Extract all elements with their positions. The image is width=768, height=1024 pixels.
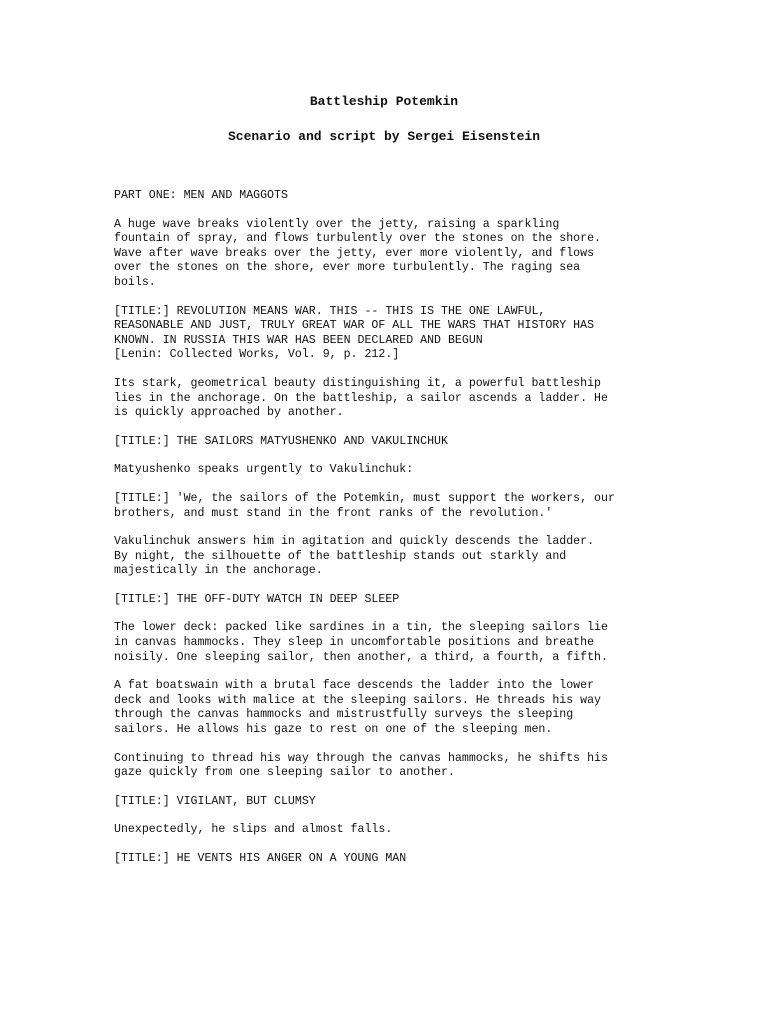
paragraph: Continuing to thread his way through the canvas hammocks, he shifts his gaze quickly from one sleeping sailor to another. [114,751,608,780]
paragraph: Vakulinchuk answers him in agitation and quickly descends the ladder. By night, the silhouette of the battleship stands out starkly and majestically in the anchorage. [114,535,595,578]
title-card: [TITLE:] 'We, the sailors of the Potemkin, must support the workers, our brothers, and must stand in the front ranks of the revolution.' [114,491,615,520]
title-card: [TITLE:] HE VENTS HIS ANGER ON A YOUNG MAN [114,852,407,865]
paragraph: A huge wave breaks violently over the jetty, raising a sparkling fountain of spray, and flows turbulently over the stones on the shore. Wave after wave breaks over the jetty, ever more violently, and flows over the stones on the shore, ever more turbulently. The raging sea boils. [114,217,602,289]
paragraph: Unexpectedly, he slips and almost falls. [114,823,393,837]
title-card: [TITLE:] THE OFF-DUTY WATCH IN DEEP SLEEP [114,592,400,606]
document-title: Battleship Potemkin [309,94,459,109]
title-card: [TITLE:] THE SAILORS MATYUSHENKO AND VAKULINCHUK [114,434,448,448]
paragraph: The lower deck: packed like sardines in a tin, the sleeping sailors lie in canvas hammocks. They sleep in uncomfortable positions and breathe noisily. One sleeping sailor, then another, a third, a fourth, a fifth. [114,621,608,664]
document-subtitle: Scenario and script by Sergei Eisenstein [227,129,541,144]
section-heading: PART ONE: MEN AND MAGGOTS [114,189,288,202]
paragraph: Its stark, geometrical beauty distinguishing it, a powerful battleship lies in the anchorage. On the battleship, a sailor ascends a ladder. He is quickly approached by another. [114,376,608,420]
title-card: [TITLE:] VIGILANT, BUT CLUMSY [114,794,316,808]
paragraph: A fat boatswain with a brutal face descends the ladder into the lower deck and looks with malice at the sleeping sailors. He threads his way through the canvas hammocks and mistrustfully surveys the sleeping sailors. He allows his gaze to rest on one of the sleeping men. [114,679,602,737]
document-body [114,189,674,881]
title-card: [TITLE:] REVOLUTION MEANS WAR. THIS -- THIS IS THE ONE LAWFUL, REASONABLE AND JUST, TRULY GREAT WAR OF ALL THE WARS THAT HISTORY HAS KNOWN. IN RUSSIA THIS WAR HAS BEEN DECLARED AND BEGUN [Lenin: Collected Works, Vol. 9, p. 212.] [114,304,595,362]
paragraph: Matyushenko speaks urgently to Vakulinchuk: [114,463,414,477]
